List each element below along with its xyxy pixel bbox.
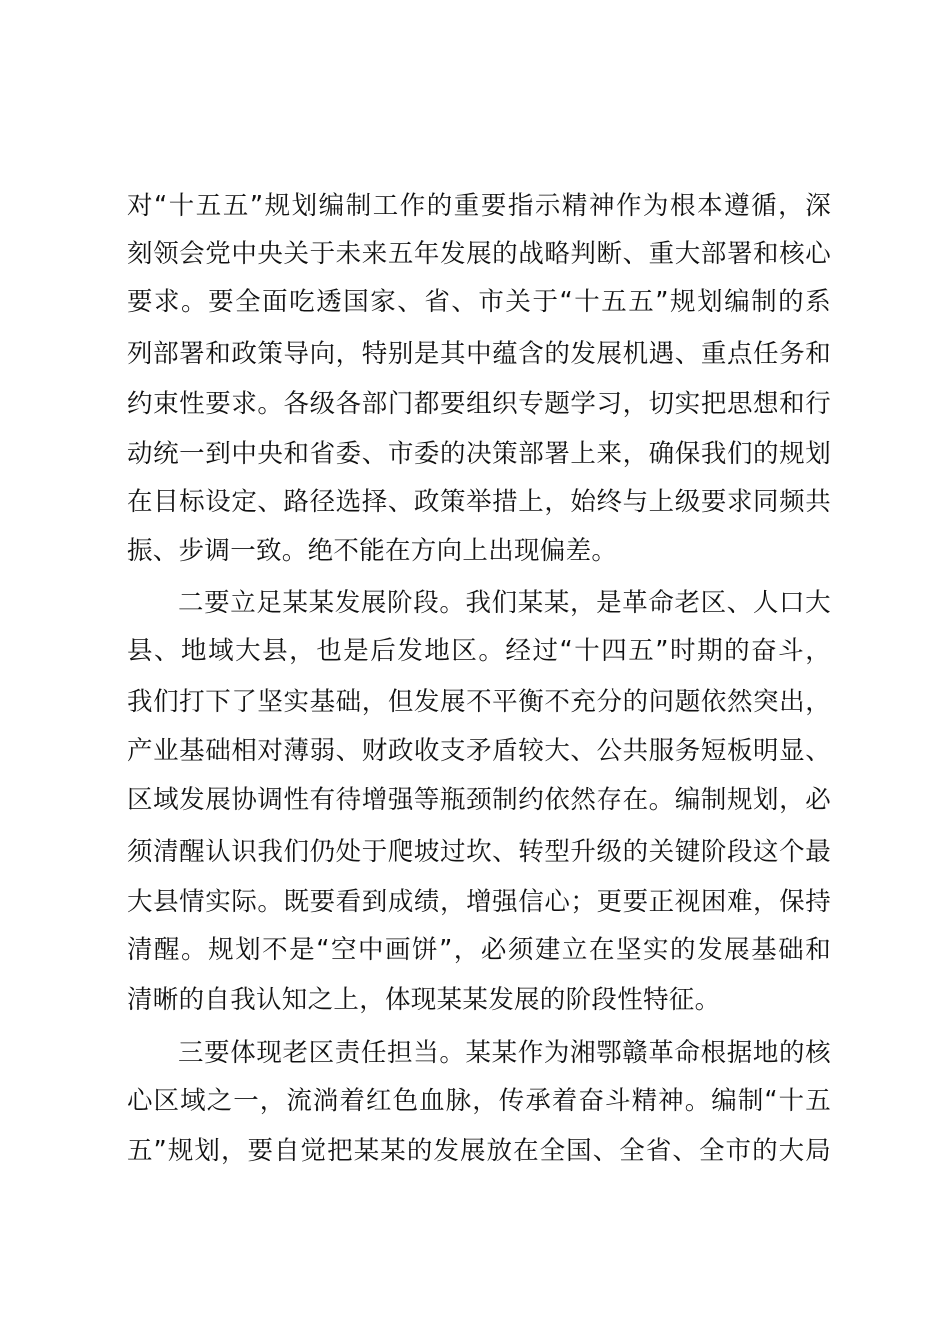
text-line: 须清醒认识我们仍处于爬坡过坎、转型升级的关键阶段这个最 (127, 837, 831, 867)
text-line: 要求。要全面吃透国家、省、市关于“十五五”规划编制的系 (127, 287, 831, 317)
paragraph-first-line: 二要立足某某发展阶段。我们某某，是革命老区、人口大 (178, 588, 831, 618)
text-line: 动统一到中央和省委、市委的决策部署上来，确保我们的规划 (127, 439, 831, 469)
text-line: 列部署和政策导向，特别是其中蕴含的发展机遇、重点任务和 (127, 339, 831, 369)
text-line: 心区域之一，流淌着红色血脉，传承着奋斗精神。编制“十五 (127, 1086, 831, 1116)
text-line: 五”规划，要自觉把某某的发展放在全国、全省、全市的大局 (127, 1136, 831, 1166)
text-line: 对“十五五”规划编制工作的重要指示精神作为根本遵循，深 (127, 191, 831, 221)
text-line: 约束性要求。各级各部门都要组织专题学习，切实把思想和行 (127, 389, 831, 419)
text-line: 我们打下了坚实基础，但发展不平衡不充分的问题依然突出， (127, 687, 831, 717)
text-line: 在目标设定、路径选择、政策举措上，始终与上级要求同频共 (127, 487, 831, 517)
text-line: 清晰的自我认知之上，体现某某发展的阶段性特征。 (127, 985, 721, 1015)
text-line: 刻领会党中央关于未来五年发展的战略判断、重大部署和核心 (127, 239, 831, 269)
text-line: 产业基础相对薄弱、财政收支矛盾较大、公共服务短板明显、 (127, 736, 831, 766)
text-line: 振、步调一致。绝不能在方向上出现偏差。 (127, 536, 618, 566)
text-line: 大县情实际。既要看到成绩，增强信心；更要正视困难，保持 (127, 887, 831, 917)
text-line: 县、地域大县，也是后发地区。经过“十四五”时期的奋斗， (127, 636, 831, 666)
text-line: 清醒。规划不是“空中画饼”，必须建立在坚实的发展基础和 (127, 935, 831, 965)
paragraph-first-line: 三要体现老区责任担当。某某作为湘鄂赣革命根据地的核 (178, 1038, 831, 1068)
text-line: 区域发展协调性有待增强等瓶颈制约依然存在。编制规划，必 (127, 785, 831, 815)
